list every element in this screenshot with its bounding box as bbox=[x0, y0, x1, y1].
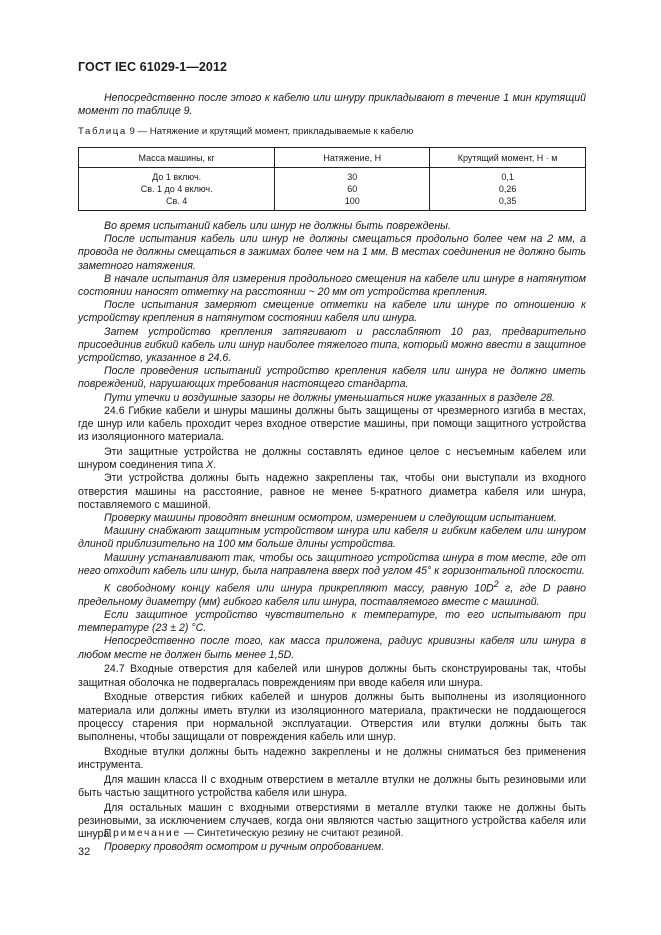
paragraph: Машину устанавливают так, чтобы ось защитного устройства шнура в том месте, где от него отходит кабель или шнур, была направлена вверх под углом 45° к горизонтальной плоскости. bbox=[78, 551, 586, 577]
note bbox=[104, 828, 404, 839]
section-24-7: 24.7 Входные отверстия для кабелей или шнуров должны быть сконструированы так, чтобы защитная оболочка не подвергалась повреждениям при вводе кабеля или шнура. bbox=[78, 663, 586, 689]
paragraph: Входные втулки должны быть надежно закреплены и не должны сниматься без применения инструмента. bbox=[78, 745, 586, 772]
paragraph-text: г, где D равно предельному диаметру (мм) гибкого кабеля или шнура, поставляемого вместе с машиной. bbox=[78, 582, 586, 608]
table-cell: 0,26 bbox=[430, 183, 586, 195]
paragraph: Если защитное устройство чувствительно к температуре, то его испытывают при температуре (23 ± 2) °С. bbox=[78, 609, 586, 635]
table-cell: 100 bbox=[275, 195, 430, 211]
paragraph: Машину снабжают защитным устройством шнура или кабеля и гибким кабелем или шнуром длиной приблизительно на 100 мм больше длины устройства. bbox=[78, 525, 586, 551]
table-cell: Св. 4 bbox=[79, 195, 275, 211]
table-cell: 0,35 bbox=[430, 195, 586, 211]
note-dash: — bbox=[183, 828, 194, 839]
paragraph: Входные отверстия гибких кабелей и шнуров должны быть выполнены из изоляционного материала или должны иметь втулки из изоляционного материала, практически не поддающегося процессу старения при нормальной эксплуатации. Отверстия или втулки должны быть так выполнены, чтобы защищали от повреждения кабель или шнур. bbox=[78, 691, 586, 744]
table-cell: 60 bbox=[275, 183, 430, 195]
table-label: Таблица bbox=[78, 126, 127, 137]
table-cell: 0,1 bbox=[430, 168, 586, 184]
document-header: ГОСТ IEC 61029-1—2012 bbox=[78, 60, 228, 74]
paragraph: Для машин класса II с входным отверстием в металле втулки не должны быть резиновыми или быть частью защитного устройства кабеля или шнура. bbox=[78, 773, 586, 800]
page-number: 32 bbox=[78, 846, 91, 858]
column-header-mass: Масса машины, кг bbox=[79, 148, 275, 168]
table-cell: Св. 1 до 4 включ. bbox=[79, 183, 275, 195]
paragraph: Затем устройство крепления затягивают и расслабляют 10 раз, предварительно присоединив гибкий кабель или шнур наиболее тяжелого типа, который можно ввести в защитное устройство, указанное в 24.6. bbox=[78, 325, 586, 365]
table-header-row bbox=[79, 148, 586, 168]
paragraph: Непосредственно после этого к кабелю или шнуру прикладывают в течение 1 мин крутящий момент по таблице 9. bbox=[78, 92, 586, 118]
main-text bbox=[78, 220, 586, 855]
table-row bbox=[79, 195, 586, 211]
paragraph bbox=[78, 446, 586, 472]
paragraph-text: К свободному концу кабеля или шнура прикрепляют массу, равную 10D bbox=[104, 582, 494, 595]
paragraph: В начале испытания для измерения продольного смещения на кабеле или шнуре в натянутом состоянии наносят отметку на расстоянии ~ 20 мм от устройства крепления. bbox=[78, 272, 586, 299]
column-header-tension: Натяжение, Н bbox=[275, 148, 430, 168]
superscript: 2 bbox=[493, 579, 499, 590]
paragraph: Проверку проводят осмотром и ручным опробованием. bbox=[104, 841, 385, 854]
paragraph: Эти устройства должны быть надежно закреплены так, чтобы они выступали из входного отверстия машины на расстояние, равное не менее 5-кратного диаметра кабеля или шнура, поставляемого с машиной. bbox=[78, 472, 586, 511]
paragraph: После испытания замеряют смещение отметки на кабеле или шнуре по отношению к устройству крепления в натянутом состоянии кабеля или шнура. bbox=[78, 299, 586, 325]
table-9 bbox=[78, 147, 586, 211]
paragraph: Пути утечки и воздушные зазоры не должны уменьшаться ниже указанных в разделе 28. bbox=[104, 391, 555, 404]
paragraph: Непосредственно после того, как масса приложена, радиус кривизны кабеля или шнура в любом месте не должен быть менее 1,5D. bbox=[78, 635, 586, 661]
paragraph: Проверку машины проводят внешним осмотром, измерением и следующим испытанием. bbox=[104, 512, 557, 525]
paragraph-text: . bbox=[213, 459, 217, 472]
table-caption bbox=[78, 126, 413, 137]
table-row bbox=[79, 168, 586, 184]
table-caption-text: 9 — Натяжение и крутящий момент, прикладываемые к кабелю bbox=[129, 126, 414, 137]
column-header-torque: Крутящий момент, Н · м bbox=[430, 148, 586, 168]
intro-paragraph bbox=[78, 92, 586, 118]
table-row bbox=[79, 183, 586, 195]
note-label: Примечание bbox=[104, 828, 181, 839]
paragraph: Для остальных машин с входными отверстиями в металле втулки также не должны быть резиновыми, за исключением случаев, когда они являются частью защитного устройства кабеля или шнура. bbox=[78, 801, 586, 841]
section-24-6: 24.6 Гибкие кабели и шнуры машины должны быть защищены от чрезмерного изгиба в местах, где шнур или кабель проходит через входное отверстие машины, при помощи защитного устройства из изоляционного материала. bbox=[78, 404, 586, 444]
paragraph: После испытания кабель или шнур не должны смещаться продольно более чем на 2 мм, а провода не должны смещаться в зажимах более чем на 1 мм. В местах соединения не должно быть заметного натяжения. bbox=[78, 233, 586, 272]
paragraph-text: Эти защитные устройства не должны составлять единое целое с несъемным кабелем или шнуром соединения типа bbox=[78, 446, 586, 472]
paragraph bbox=[78, 578, 586, 609]
connection-type: X bbox=[206, 459, 214, 472]
note-text: Синтетическую резину не считают резиной. bbox=[196, 828, 404, 839]
paragraph: Во время испытаний кабель или шнур не должны быть повреждены. bbox=[104, 220, 451, 232]
table-cell: До 1 включ. bbox=[79, 168, 275, 184]
paragraph: После проведения испытаний устройство крепления кабеля или шнура не должно иметь повреждений, нарушающих требования настоящего стандарта. bbox=[78, 365, 586, 391]
table-cell: 30 bbox=[275, 168, 430, 184]
